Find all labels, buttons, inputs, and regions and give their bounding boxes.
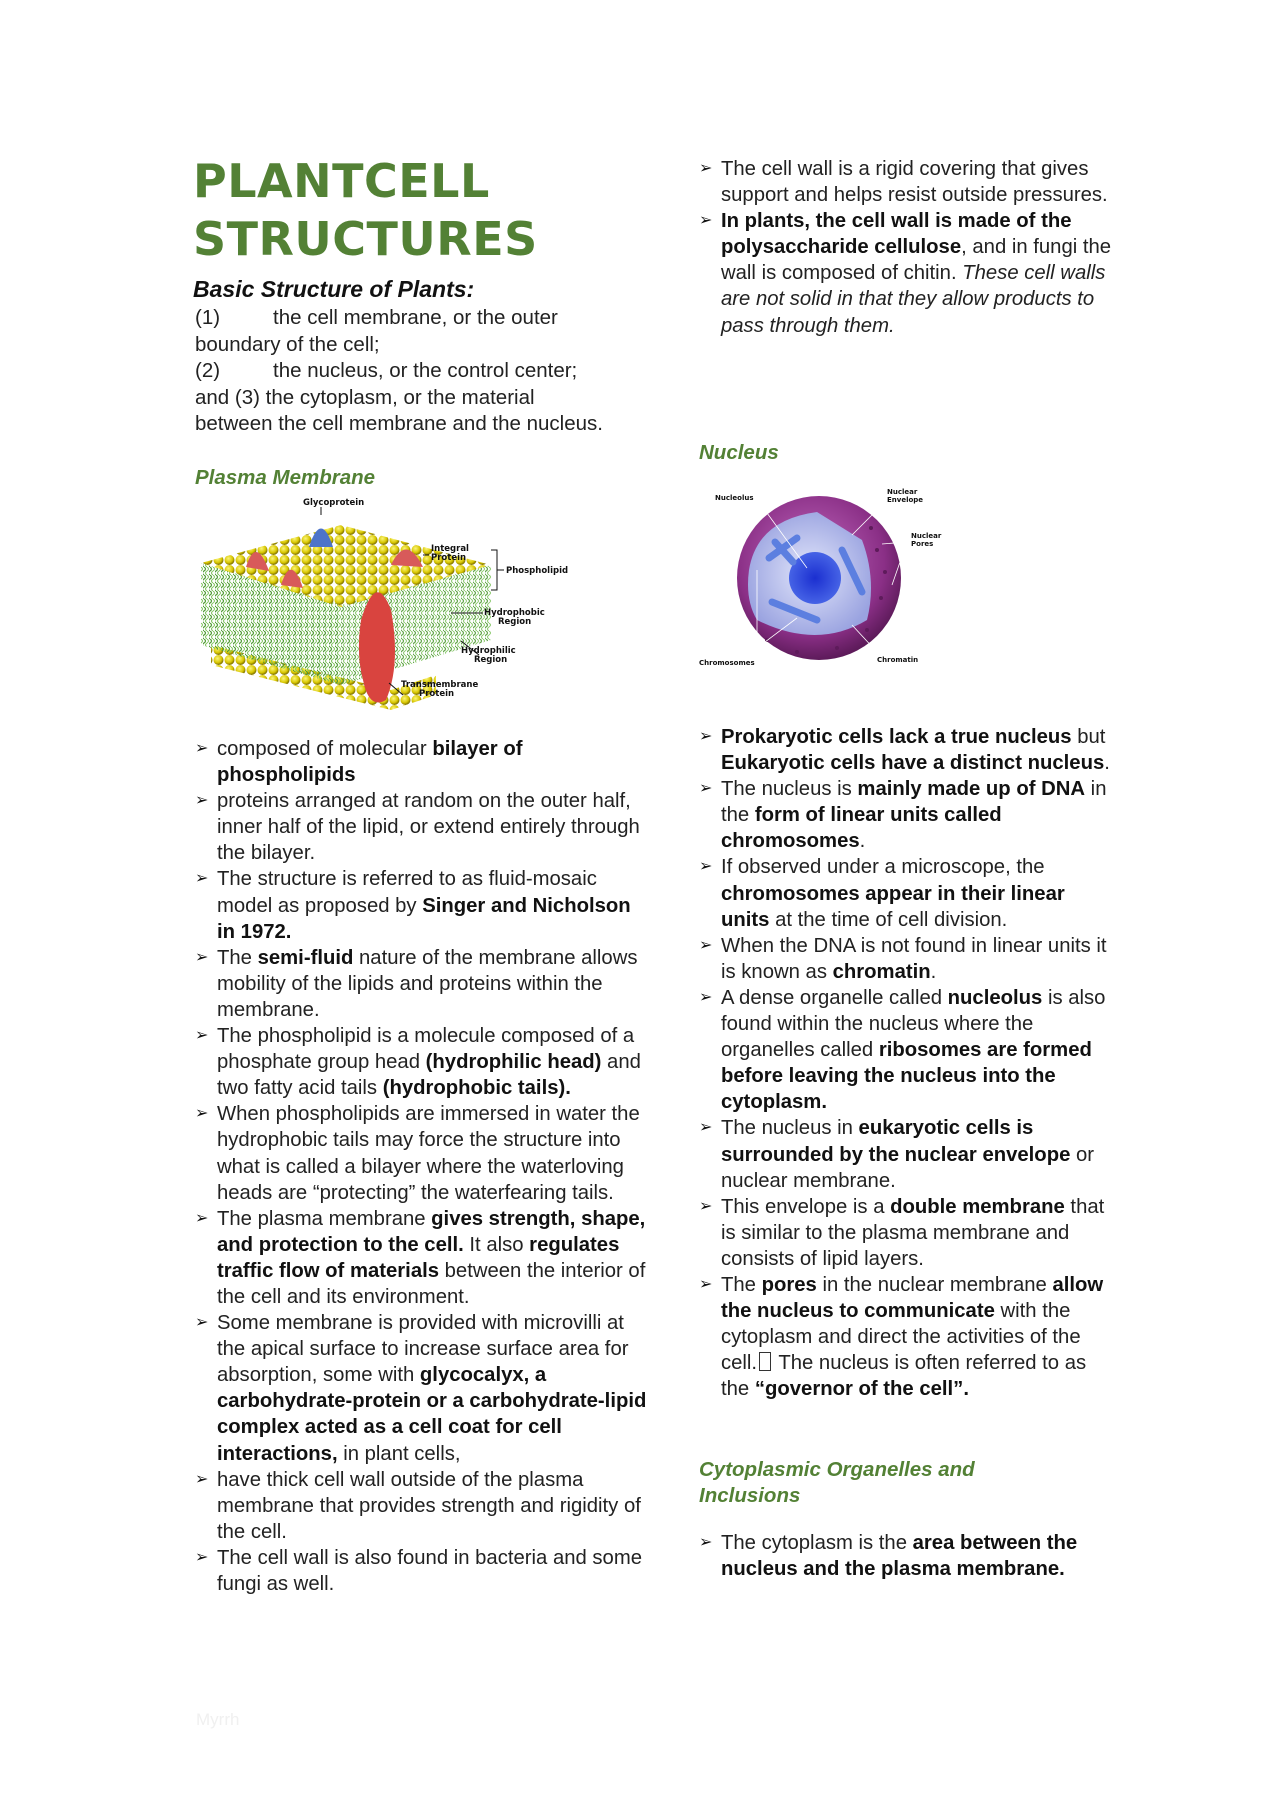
svg-text:Nuclear: Nuclear	[887, 488, 918, 496]
intro-text-1: the cell membrane, or the outer	[273, 306, 558, 329]
svg-text:Nuclear: Nuclear	[911, 532, 942, 540]
list-item: ➢ If observed under a microscope, the chromosomes appear in their linear units at the time of cell division.	[699, 856, 1065, 931]
arrow-bullet-icon: ➢	[699, 1197, 713, 1215]
list-item: ➢ The semi-fluid nature of the membrane allows mobility of the lipids and proteins within the membrane.	[195, 946, 638, 1021]
intro-paragraph	[195, 305, 655, 438]
heading-nucleus: Nucleus	[699, 441, 779, 464]
arrow-bullet-icon: ➢	[699, 858, 713, 876]
cytoplasm-bullets	[699, 1530, 1117, 1582]
intro-text-3-cont: between the cell membrane and the nucleus.	[195, 412, 603, 435]
list-item: ➢ Prokaryotic cells lack a true nucleus but Eukaryotic cells have a distinct nucleus.	[699, 726, 1110, 775]
list-item: ➢ proteins arranged at random on the outer half, inner half of the lipid, or extend entirely through the bilayer.	[195, 790, 640, 865]
nucleus-diagram	[697, 480, 947, 680]
svg-text:Hydrophilic: Hydrophilic	[461, 646, 516, 656]
arrow-bullet-icon: ➢	[195, 1209, 209, 1227]
svg-text:Protein: Protein	[419, 689, 455, 699]
svg-text:Protein: Protein	[431, 553, 467, 563]
list-item: ➢ A dense organelle called nucleolus is also found within the nucleus where the organelles called ribosomes are formed before leaving the nucleus into the cytoplasm.	[699, 986, 1106, 1114]
svg-text:Region: Region	[474, 655, 508, 665]
list-item: ➢ Some membrane is provided with microvilli at the apical surface to increase surface area for absorption, some with glycocalyx, a carbohydrate-protein or a carbohydrate-lipid complex acted as a cell coat for cell interactions, in plant cells,	[195, 1312, 647, 1465]
list-item: ➢ The nucleus in eukaryotic cells is surrounded by the nuclear envelope or nuclear membrane.	[699, 1117, 1095, 1192]
list-item: ➢ When phospholipids are immersed in water the hydrophobic tails may force the structure into what is called a bilayer where the waterloving heads are “protecting” the waterfearing tails.	[195, 1103, 640, 1204]
list-item: ➢ The nucleus is mainly made up of DNA in the form of linear units called chromosomes.	[699, 778, 1107, 853]
arrow-bullet-icon: ➢	[699, 728, 713, 745]
list-item: ➢ The phospholipid is a molecule composed of a phosphate group head (hydrophilic head) and two fatty acid tails (hydrophobic tails).	[195, 1025, 641, 1100]
list-item: ➢ have thick cell wall outside of the plasma membrane that provides strength and rigidity of the cell.	[195, 1468, 641, 1543]
svg-text:Phospholipid: Phospholipid	[506, 566, 569, 576]
list-item: ➢ The cell wall is also found in bacteria and some fungi as well.	[195, 1546, 643, 1595]
heading-cytoplasmic-organelles: Cytoplasmic Organelles and Inclusions	[699, 1458, 975, 1507]
list-item: ➢ The cytoplasm is the area between the nucleus and the plasma membrane.	[699, 1532, 1078, 1581]
intro-text-2: the nucleus, or the control center;	[273, 359, 578, 382]
svg-text:Transmembrane: Transmembrane	[401, 680, 479, 690]
arrow-bullet-icon: ➢	[699, 988, 713, 1006]
svg-text:Integral: Integral	[431, 544, 469, 554]
heading-plasma-membrane: Plasma Membrane	[195, 466, 376, 489]
plasma-membrane-diagram	[191, 495, 581, 710]
arrow-bullet-icon: ➢	[195, 740, 209, 757]
list-item: ➢ In plants, the cell wall is made of the polysaccharide cellulose, and in fungi the wall is composed of chitin. These cell walls are not solid in that they allow products to pass through them.	[699, 210, 1112, 337]
cell-wall-bullets	[699, 156, 1117, 339]
intro-num-2: (2)	[195, 359, 221, 382]
intro-text-3: and (3) the cytoplasm, or the material	[195, 385, 535, 409]
arrow-bullet-icon: ➢	[699, 1119, 713, 1137]
svg-text:Region: Region	[498, 617, 532, 627]
arrow-bullet-icon: ➢	[195, 1027, 209, 1045]
arrow-bullet-icon: ➢	[699, 1275, 713, 1293]
intro-num-1: (1)	[195, 306, 221, 329]
page-title	[193, 152, 538, 268]
arrow-bullet-icon: ➢	[195, 1314, 209, 1332]
svg-text:Glycoprotein: Glycoprotein	[303, 498, 365, 508]
list-item: ➢ When the DNA is not found in linear units it is known as chromatin.	[699, 934, 1107, 983]
arrow-bullet-icon: ➢	[195, 948, 209, 966]
nucleus-bullets	[699, 724, 1117, 1402]
list-item: ➢ This envelope is a double membrane that is similar to the plasma membrane and consists of lipid layers.	[699, 1195, 1105, 1270]
svg-text:Chromosomes: Chromosomes	[699, 659, 755, 667]
arrow-bullet-icon: ➢	[699, 160, 713, 177]
svg-text:Chromatin: Chromatin	[877, 656, 919, 664]
arrow-bullet-icon: ➢	[195, 792, 209, 810]
list-item: ➢ composed of molecular bilayer of phospholipids	[195, 738, 523, 787]
intro-text-1-cont: boundary of the cell;	[195, 332, 380, 356]
missing-glyph-icon	[759, 1352, 771, 1371]
svg-text:Pores: Pores	[911, 540, 934, 548]
list-item: ➢ The plasma membrane gives strength, shape, and protection to the cell. It also regulates traffic flow of materials between the interior of the cell and its environment.	[195, 1207, 646, 1308]
arrow-bullet-icon: ➢	[195, 1548, 209, 1566]
arrow-bullet-icon: ➢	[195, 870, 209, 888]
watermark: Myrrh	[196, 1710, 240, 1729]
svg-text:Hydrophobic: Hydrophobic	[484, 608, 545, 618]
arrow-bullet-icon: ➢	[195, 1470, 209, 1488]
list-item: ➢ The structure is referred to as fluid-mosaic model as proposed by Singer and Nicholson in 1972.	[195, 868, 631, 943]
arrow-bullet-icon: ➢	[699, 1534, 713, 1551]
svg-text:Nucleolus: Nucleolus	[715, 494, 754, 502]
plasma-membrane-bullets	[195, 736, 650, 1597]
arrow-bullet-icon: ➢	[699, 936, 713, 954]
svg-text:Envelope: Envelope	[887, 496, 924, 504]
title-line-1: PLANTCELL	[193, 154, 490, 208]
subtitle: Basic Structure of Plants:	[193, 276, 475, 302]
arrow-bullet-icon: ➢	[195, 1105, 209, 1123]
list-item: ➢ The cell wall is a rigid covering that gives support and helps resist outside pressures.	[699, 158, 1108, 207]
title-line-2: STRUCTURES	[193, 212, 538, 266]
list-item: ➢ The pores in the nuclear membrane allow the nucleus to communicate with the cytoplasm and direct the activities of the cell. The nucleus is often referred to as the “governor of the cell”.	[699, 1273, 1104, 1401]
arrow-bullet-icon: ➢	[699, 212, 713, 230]
arrow-bullet-icon: ➢	[699, 780, 713, 798]
